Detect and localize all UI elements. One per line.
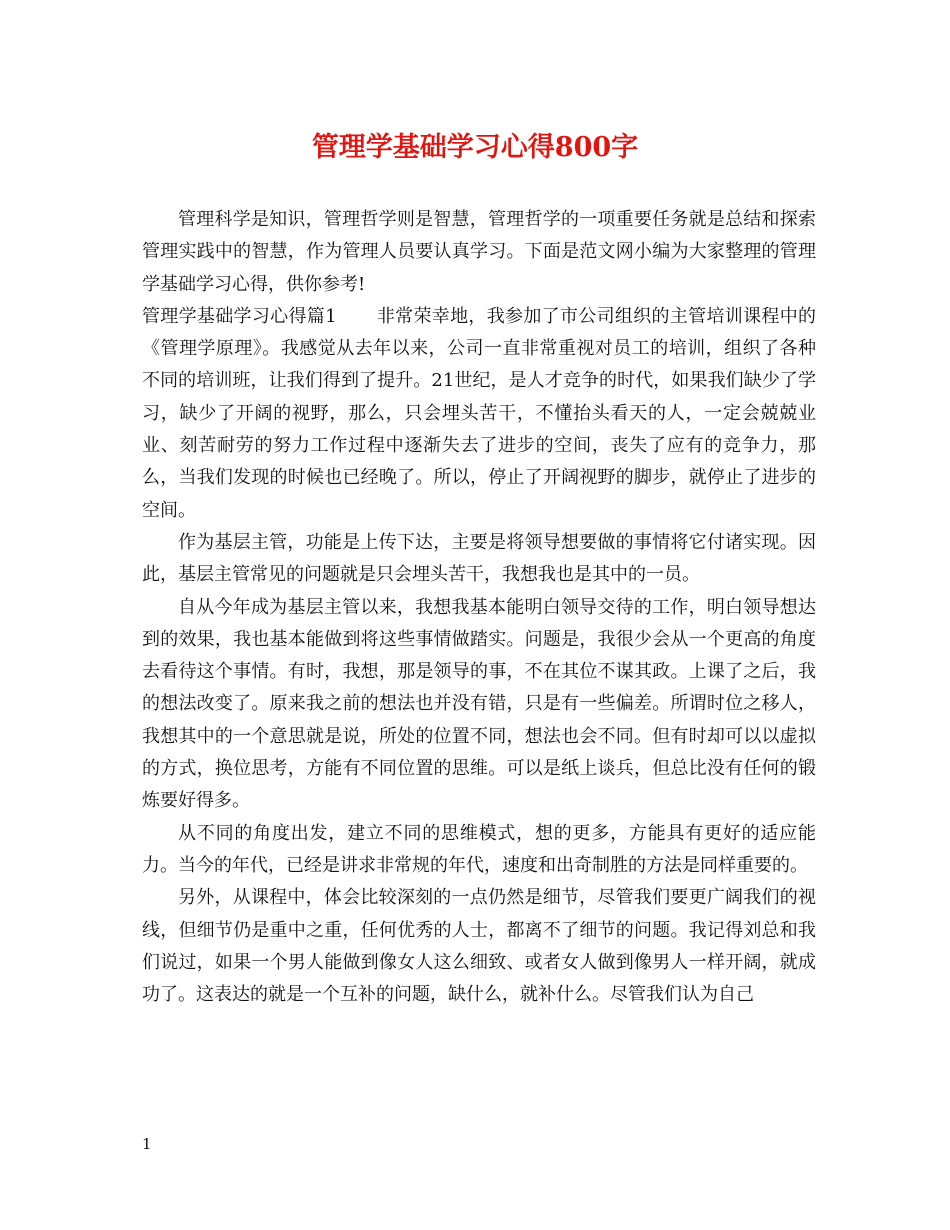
section-first-paragraph: 非常荣幸地，我参加了市公司组织的主管培训课程中的《管理学原理》。我感觉从去年以来，公司一直非常重视对员工的培训，组织了各种不同的培训班，让我们得到了提升。21世纪，是人才竞争的时代，如果我们缺少了学习，缺少了开阔的视野，那么，只会埋头苦干，不懂抬头看天的人，一定会兢兢业业、刻苦耐劳的努力工作过程中逐渐失去了进步的空间，丧失了应有的竞争力，那么，当我们发现的时候也已经晚了。所以，停止了开阔视野的脚步，就停止了进步的空间。: [142, 305, 817, 521]
body-paragraph: 另外，从课程中，体会比较深刻的一点仍然是细节，尽管我们要更广阔我们的视线，但细节仍是重中之重，任何优秀的人士，都离不了细节的问题。我记得刘总和我们说过，如果一个男人能做到像女人这么细致、或者女人做到像男人一样开阔，就成功了。这表达的就是一个互补的问题，缺什么，就补什么。尽管我们认为自己: [142, 887, 816, 1006]
intro-paragraph: 管理科学是知识，管理哲学则是智慧，管理哲学的一项重要任务就是总结和探索管理实践中的智慧，作为管理人员要认真学习。下面是范文网小编为大家整理的管理学基础学习心得，供你参考!: [142, 209, 816, 295]
body-paragraph: 从不同的角度出发，建立不同的思维模式，想的更多，方能具有更好的适应能力。当今的年代，已经是讲求非常规的年代，速度和出奇制胜的方法是同样重要的。: [142, 822, 816, 876]
section-heading: 管理学基础学习心得篇1: [142, 305, 337, 327]
body-paragraph: 自从今年成为基层主管以来，我想我基本能明白领导交待的工作，明白领导想达到的效果，我也基本能做到将这些事情做踏实。问题是，我很少会从一个更高的角度去看待这个事情。有时，我想，那是领导的事，不在其位不谋其政。上课了之后，我的想法改变了。原来我之前的想法也并没有错，只是有一些偏差。所谓时位之移人，我想其中的一个意思就是说，所处的位置不同，想法也会不同。但有时却可以以虚拟的方式，换位思考，方能有不同位置的思维。可以是纸上谈兵，但总比没有任何的锻炼要好得多。: [142, 596, 816, 812]
section-paragraph: [142, 301, 816, 527]
body-paragraph: 作为基层主管，功能是上传下达，主要是将领导想要做的事情将它付诸实现。因此，基层主管常见的问题就是只会埋头苦干，我想我也是其中的一员。: [142, 531, 816, 586]
document-title: 管理学基础学习心得800字: [311, 132, 639, 163]
document-body: [142, 204, 816, 1011]
page-number: 1: [142, 1135, 152, 1153]
